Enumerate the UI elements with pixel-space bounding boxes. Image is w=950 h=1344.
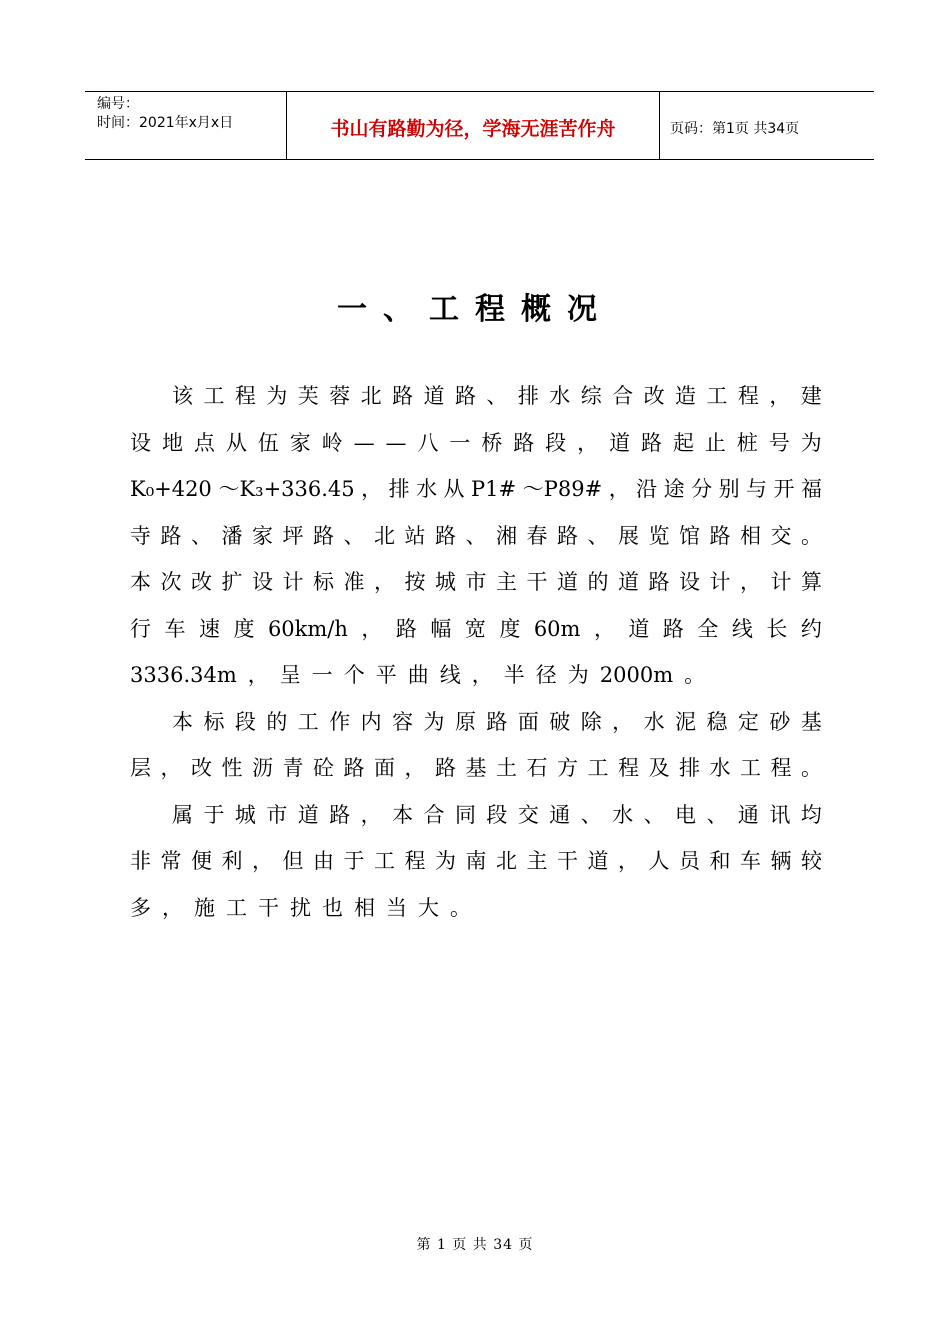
- paragraph-line: 该 工 程 为 芙 蓉 北 路 道 路 、 排 水 综 合 改 造 工 程 ， 建: [172, 384, 822, 408]
- header-page-cell: [660, 92, 874, 159]
- paragraph: [130, 373, 822, 699]
- date-label: 时间：2021年x月x日: [97, 115, 234, 131]
- header-motto: 书山有路勤为径，学海无涯苦作舟: [330, 118, 616, 140]
- paragraph-line: 非 常 便 利 ， 但 由 于 工 程 为 南 北 主 干 道 ， 人 员 和 车 辆 较: [130, 849, 822, 873]
- paragraph-line: 行 车 速 度 60km/h ， 路 幅 宽 度 60m ， 道 路 全 线 长 约: [130, 616, 822, 641]
- paragraph-line: 多 ， 施 工 干 扰 也 相 当 大 。: [130, 895, 471, 920]
- paragraph-line: 寺 路 、 潘 家 坪 路 、 北 站 路 、 湘 春 路 、 展 览 馆 路 相 交 。: [130, 523, 822, 548]
- serial-number-label: 编号：: [97, 96, 139, 112]
- paragraph-line: K₀+420 ～K₃+336.45 ， 排 水 从 P1# ～P89# ， 沿 途 分 别 与 开 福: [130, 477, 822, 501]
- header-meta-cell: [85, 92, 286, 159]
- header-motto-cell: [286, 92, 660, 159]
- section-title: 一、工程概况: [337, 292, 613, 327]
- header-page-info: 页码：第1页 共34页: [670, 120, 800, 137]
- page-header-table: [85, 91, 874, 160]
- body-text: [130, 373, 822, 931]
- paragraph-line: 本 标 段 的 工 作 内 容 为 原 路 面 破 除 ， 水 泥 稳 定 砂 基: [172, 709, 822, 734]
- paragraph-line: 层 ， 改 性 沥 青 砼 路 面 ， 路 基 土 石 方 工 程 及 排 水 工 程 。: [130, 756, 822, 780]
- paragraph: [130, 792, 822, 932]
- paragraph-line: 本 次 改 扩 设 计 标 准 ， 按 城 市 主 干 道 的 道 路 设 计 ， 计 算: [130, 570, 822, 594]
- paragraph: [130, 699, 822, 792]
- paragraph-line: 设 地 点 从 伍 家 岭 — — 八 一 桥 路 段 ， 道 路 起 止 桩 号 为: [130, 430, 822, 455]
- page-footer: 第 1 页 共 34 页: [416, 1237, 534, 1253]
- paragraph-line: 3336.34m ， 呈 一 个 平 曲 线 ， 半 径 为 2000m 。: [130, 663, 706, 687]
- paragraph-line: 属 于 城 市 道 路 ， 本 合 同 段 交 通 、 水 、 电 、 通 讯 均: [172, 802, 822, 827]
